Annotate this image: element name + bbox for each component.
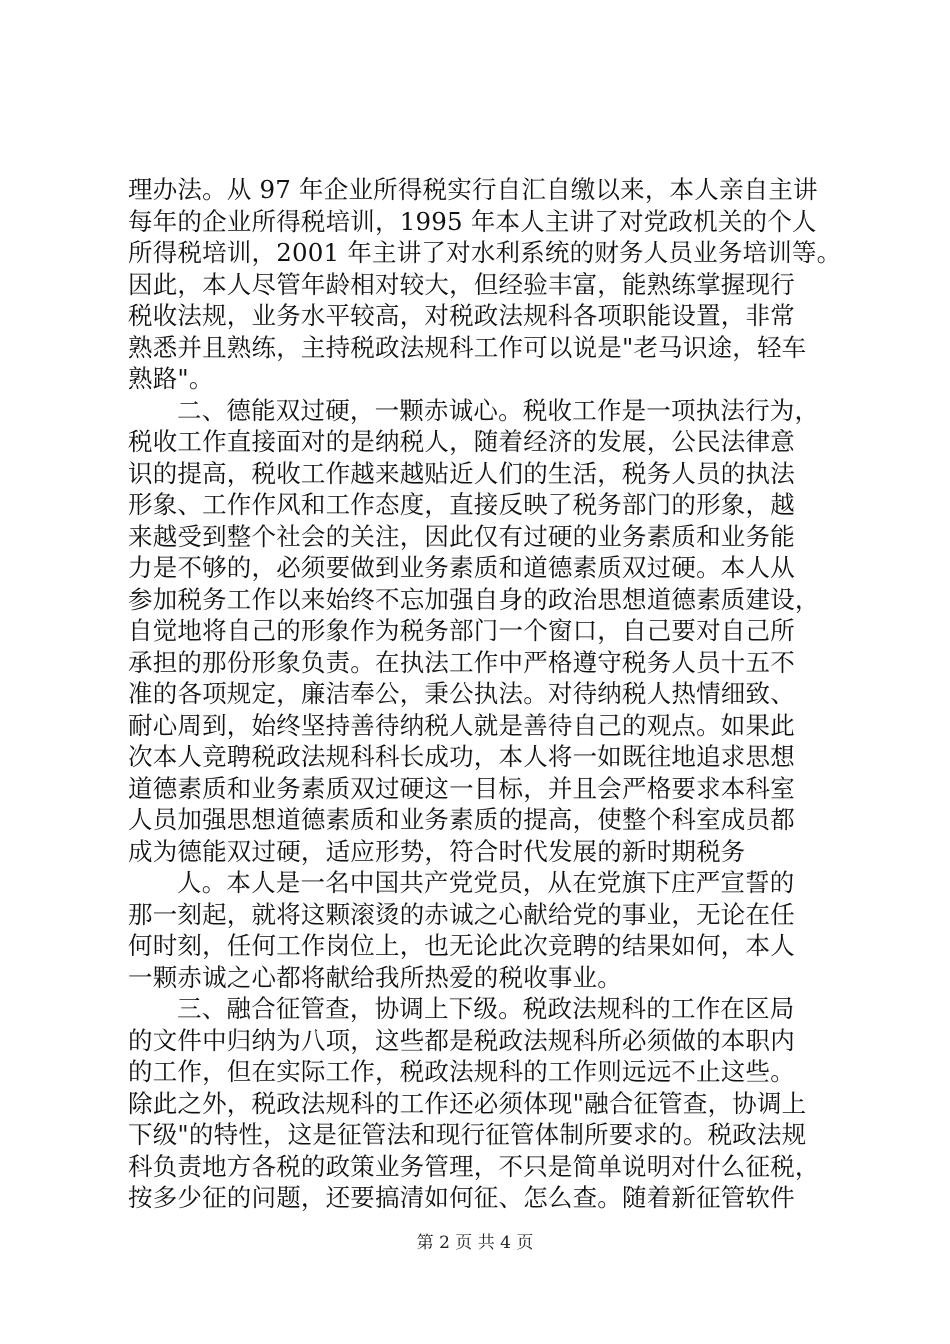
- text-line: 耐心周到，始终坚持善待纳税人就是善待自己的观点。如果此: [128, 710, 795, 740]
- text-line: 一颗赤诚之心都将献给我所热爱的税收事业。: [128, 962, 622, 992]
- text-line: 人员加强思想道德素质和业务素质的提高，使整个科室成员都: [128, 805, 795, 834]
- text-line: 除此之外，税政法规科的工作还必须体现"融合征管查，协调上: [128, 1088, 807, 1118]
- text-line: 形象、工作作风和工作态度，直接反映了税务部门的形象，越: [128, 490, 795, 519]
- text-line: 道德素质和业务素质双过硬这一目标，并且会严格要求本科室: [128, 773, 795, 803]
- text-line: 承担的那份形象负责。在执法工作中严格遵守税务人员十五不: [128, 647, 795, 677]
- text-line: 人。本人是一名中国共产党党员，从在党旗下庄严宣誓的: [177, 868, 795, 897]
- text-line: 来越受到整个社会的关注，因此仅有过硬的业务素质和业务能: [128, 521, 795, 551]
- text-line: 所得税培训，2001 年主讲了对水利系统的财务人员业务培训等。: [128, 238, 842, 267]
- text-line: 参加税务工作以来始终不忘加强自身的政治思想道德素质建设，: [128, 584, 820, 614]
- text-line: 识的提高，税收工作越来越贴近人们的生活，税务人员的执法: [128, 458, 795, 488]
- text-line: 二、德能双过硬，一颗赤诚心。税收工作是一项执法行为，: [177, 395, 820, 425]
- text-line: 理办法。从 97 年企业所得税实行自汇自缴以来，本人亲自主讲: [128, 175, 818, 204]
- text-line: 那一刻起，就将这颗滚烫的赤诚之心献给党的事业，无论在任: [128, 899, 795, 929]
- text-line: 力是不够的，必须要做到业务素质和道德素质双过硬。本人从: [128, 553, 795, 582]
- text-line: 三、融合征管查，协调上下级。税政法规科的工作在区局: [177, 994, 795, 1023]
- text-line: 熟悉并且熟练，主持税政法规科工作可以说是"老马识途，轻车: [128, 332, 807, 362]
- text-line: 税收法规，业务水平较高，对税政法规科各项职能设置，非常: [128, 301, 795, 330]
- text-line: 熟路"。: [128, 364, 214, 393]
- text-line: 下级"的特性，这是征管法和现行征管体制所要求的。税政法规: [128, 1120, 807, 1149]
- body-text: [128, 174, 842, 1214]
- text-line: 的工作，但在实际工作，税政法规科的工作则远远不止这些。: [128, 1057, 795, 1086]
- text-line: 每年的企业所得税培训，1995 年本人主讲了对党政机关的个人: [128, 206, 817, 236]
- text-line: 因此，本人尽管年龄相对较大，但经验丰富，能熟练掌握现行: [128, 269, 795, 299]
- text-line: 按多少征的问题，还要搞清如何征、怎么查。随着新征管软件: [128, 1183, 795, 1212]
- page-footer: 第 2 页 共 4 页: [416, 1233, 534, 1253]
- text-line: 次本人竞聘税政法规科科长成功，本人将一如既往地追求思想: [128, 742, 795, 771]
- text-line: 自觉地将自己的形象作为税务部门一个窗口，自己要对自己所: [128, 616, 795, 645]
- text-line: 税收工作直接面对的是纳税人，随着经济的发展，公民法律意: [128, 427, 795, 456]
- text-line: 科负责地方各税的政策业务管理，不只是简单说明对什么征税，: [128, 1151, 820, 1181]
- text-line: 的文件中归纳为八项，这些都是税政法规科所必须做的本职内: [128, 1025, 795, 1055]
- text-line: 成为德能双过硬，适应形势，符合时代发展的新时期税务: [128, 836, 746, 866]
- text-line: 何时刻，任何工作岗位上，也无论此次竞聘的结果如何，本人: [128, 931, 795, 960]
- text-line: 准的各项规定，廉洁奉公，秉公执法。对待纳税人热情细致、: [128, 679, 795, 708]
